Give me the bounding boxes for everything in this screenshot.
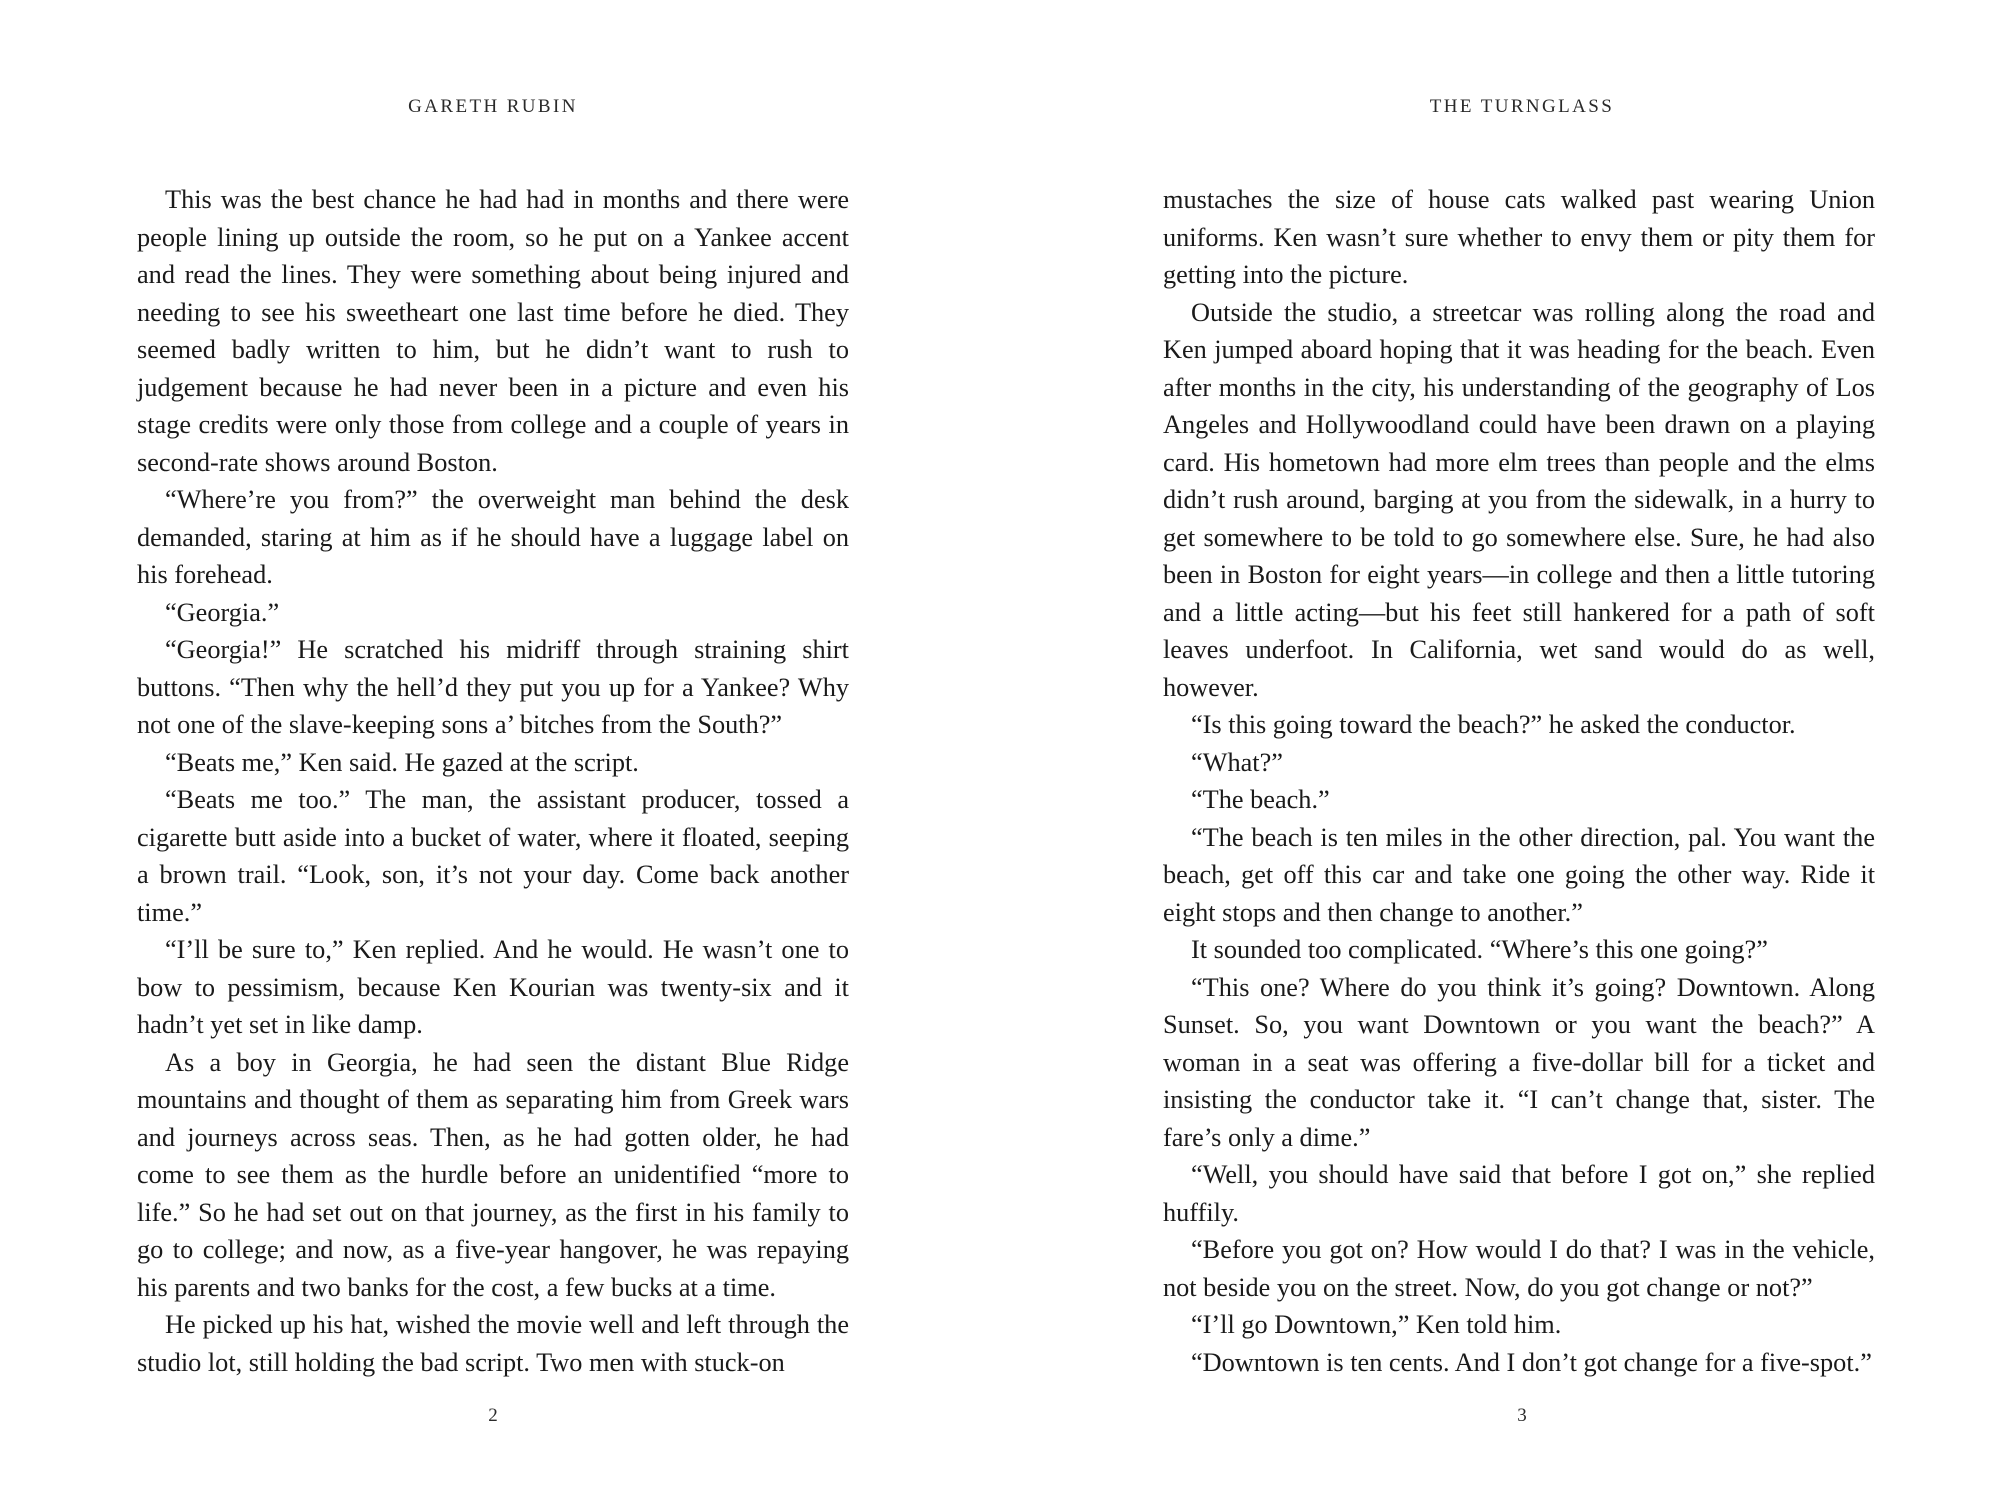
running-head-author: GARETH RUBIN [408, 96, 578, 117]
paragraph: “Beats me too.” The man, the assistant producer, tossed a cigarette butt aside into a bucket of water, where it floated, seeping a brown trail. “Look, son, it’s not your day. Come back another time.” [137, 785, 849, 927]
left-page-text [137, 181, 849, 1381]
right-page-text [1163, 181, 1875, 1381]
page-number: 2 [488, 1405, 498, 1426]
paragraph: “Downtown is ten cents. And I don’t got change for a five-spot.” [1191, 1347, 1872, 1377]
paragraph-continued: mustaches the size of house cats walked past wearing Union uniforms. Ken wasn’t sure whether to envy them or pity them for getting into the picture. [1163, 185, 1875, 289]
paragraph: “The beach is ten miles in the other direction, pal. You want the beach, get off this car and take one going the other way. Ride it eight stops and then change to another.” [1163, 822, 1875, 927]
paragraph: It sounded too complicated. “Where’s this one going?” [1191, 935, 1768, 964]
paragraph: “Georgia!” He scratched his midriff through straining shirt buttons. “Then why the hell’d they put you up for a Yankee? Why not one of the slave-keeping sons a’ bitches from the South?” [137, 635, 849, 739]
paragraph: “The beach.” [1191, 785, 1330, 814]
paragraph: “This one? Where do you think it’s going? Downtown. Along Sunset. So, you want Downtown or you want the beach?” A woman in a seat was offering a five-dollar bill for a ticket and insisting the conductor take it. “I can’t change that, sister. The fare’s only a dime.” [1163, 972, 1875, 1152]
running-head-title: THE TURNGLASS [1429, 96, 1615, 117]
paragraph: “Is this going toward the beach?” he asked the conductor. [1191, 710, 1796, 739]
page-number: 3 [1517, 1405, 1527, 1426]
right-page [1000, 0, 2000, 1500]
paragraph: “Georgia.” [165, 597, 280, 627]
paragraph: “Before you got on? How would I do that? I was in the vehicle, not beside you on the street. Now, do you got change or not?” [1163, 1235, 1875, 1302]
paragraph: “Where’re you from?” the overweight man behind the desk demanded, staring at him as if he should have a luggage label on his forehead. [137, 485, 849, 589]
paragraph: “Beats me,” Ken said. He gazed at the script. [165, 747, 639, 777]
paragraph: “Well, you should have said that before I got on,” she replied huffily. [1163, 1160, 1875, 1227]
paragraph: “I’ll be sure to,” Ken replied. And he would. He wasn’t one to bow to pessimism, because Ken Kourian was twenty-six and it hadn’t yet set in like damp. [137, 935, 849, 1039]
paragraph: He picked up his hat, wished the movie well and left through the studio lot, still holding the bad script. Two men with stuck-on [137, 1310, 849, 1377]
paragraph: This was the best chance he had had in months and there were people lining up outside the room, so he put on a Yankee accent and read the lines. They were something about being injured and needing to see his sweetheart one last time before he died. They seemed badly written to him, but he didn’t want to rush to judgement because he had never been in a picture and even his stage credits were only those from college and a couple of years in second-rate shows around Boston. [137, 185, 849, 477]
paragraph: “What?” [1191, 747, 1283, 777]
paragraph: Outside the studio, a streetcar was rolling along the road and Ken jumped aboard hoping that it was heading for the beach. Even after months in the city, his understanding of the geography of Los Angeles and Hollywoodland could have been drawn on a playing card. His hometown had more elm trees than people and the elms didn’t rush around, barging at you from the sidewalk, in a hurry to get somewhere to be told to go somewhere else. Sure, he had also been in Boston for eight years—in college and then a little tutoring and a little acting—but his feet still hankered for a path of soft leaves underfoot. In California, wet sand would do as well, however. [1163, 297, 1875, 702]
paragraph: “I’ll go Downtown,” Ken told him. [1191, 1310, 1562, 1339]
paragraph: As a boy in Georgia, he had seen the distant Blue Ridge mountains and thought of them as separating him from Greek wars and journeys across seas. Then, as he had gotten older, he had come to see them as the hurdle before an unidentified “more to life.” So he had set out on that journey, as the first in his family to go to college; and now, as a five-year hangover, he was repaying his parents and two banks for the cost, a few bucks at a time. [137, 1047, 849, 1302]
